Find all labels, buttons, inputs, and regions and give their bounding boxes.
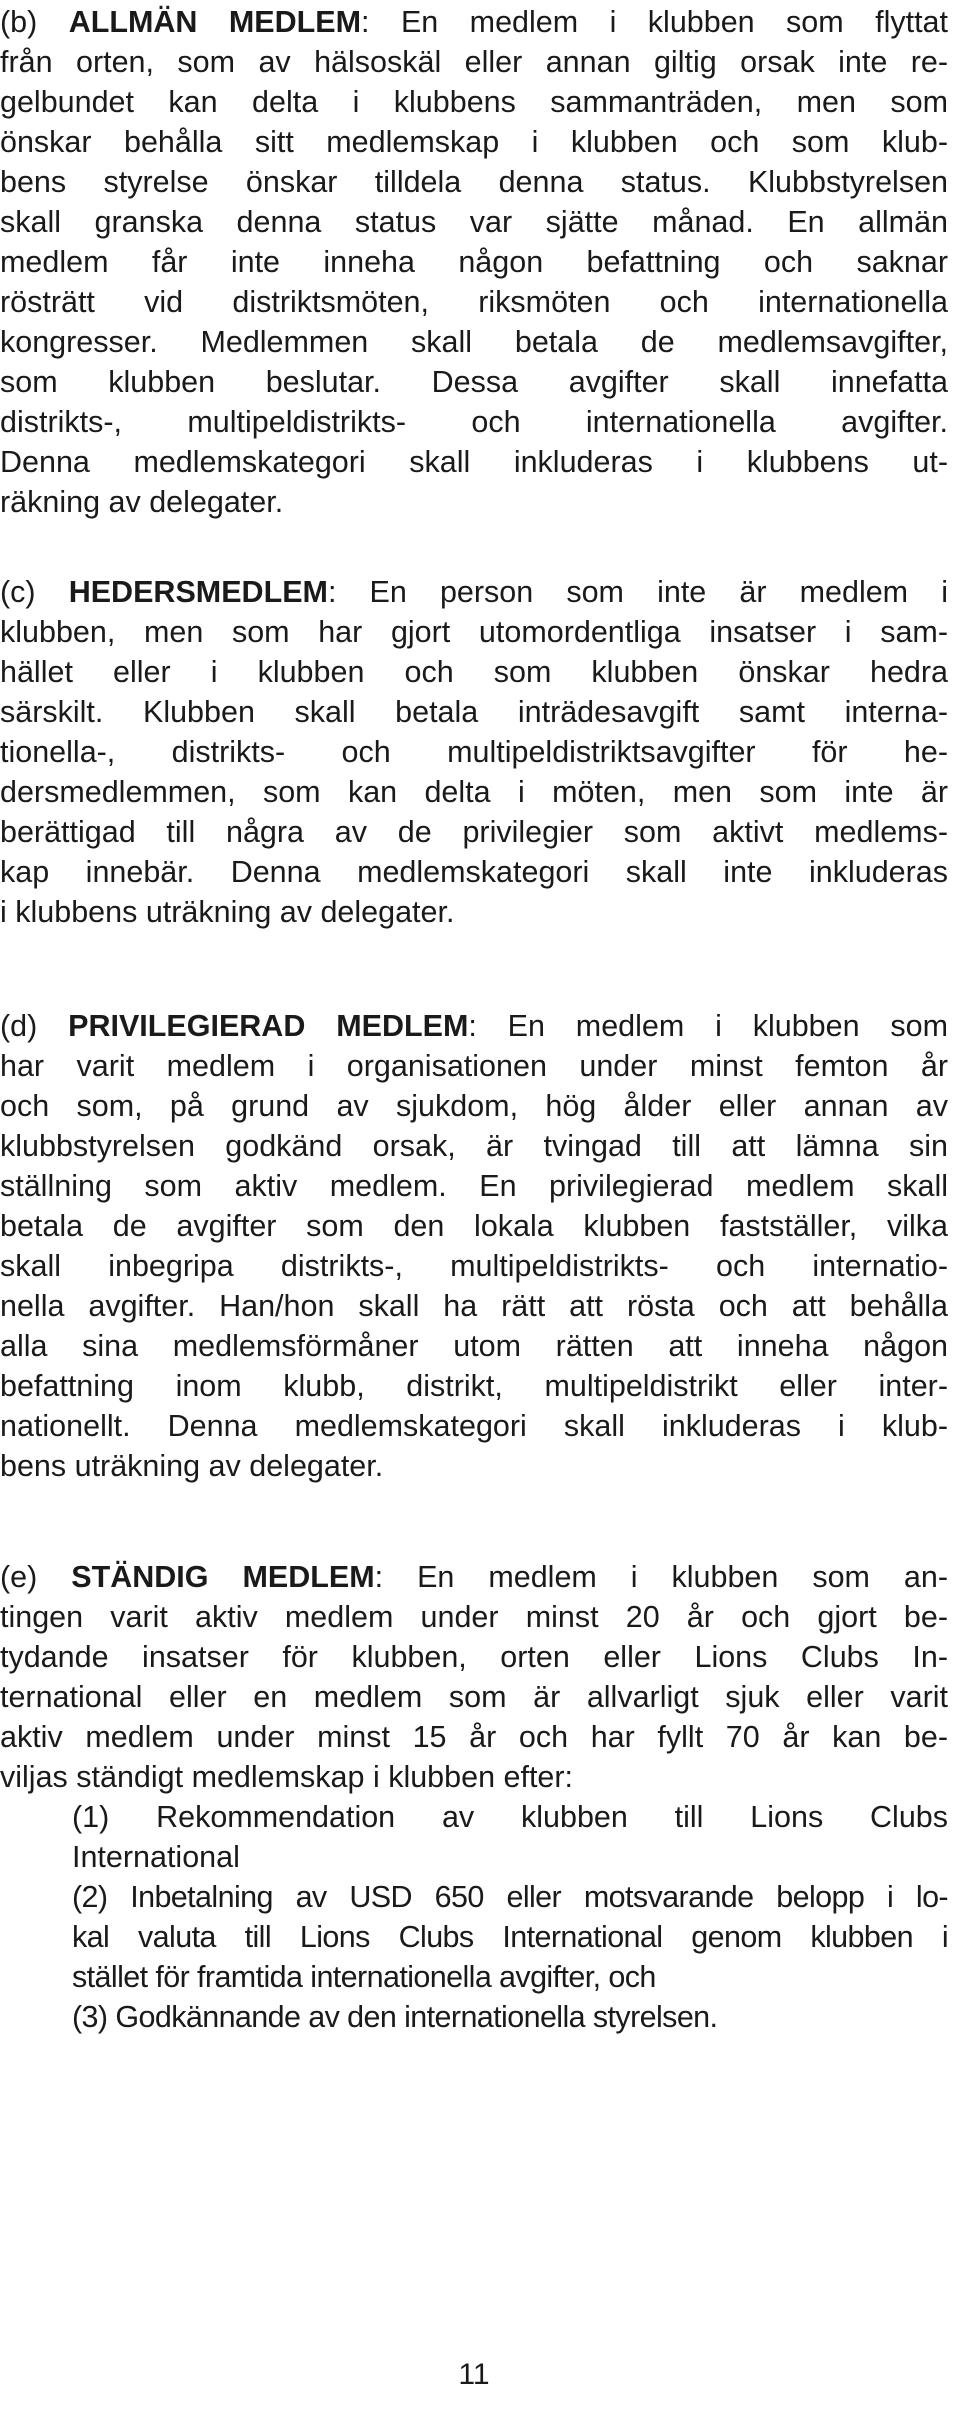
- section-d-line-7: skall inbegripa distrikts-, multipeldistrikts- och internatio-: [0, 1249, 948, 1283]
- section-c-line-3: hället eller i klubben och som klubben önskar hedra: [0, 655, 948, 689]
- section-e-item-1: [72, 1797, 948, 1877]
- term-standig-medlem: STÄNDIG MEDLEM: [71, 1560, 375, 1594]
- section-d-line-11: nationellt. Denna medlemskategori skall inkluderas i klub-: [0, 1409, 948, 1443]
- section-e-line-6: viljas ständigt medlemskap i klubben efter:: [0, 1760, 574, 1794]
- section-e-standig-medlem: [0, 1557, 948, 1797]
- section-d-line-3: och som, på grund av sjukdom, hög ålder eller annan av: [0, 1089, 948, 1123]
- section-c-line-5: tionella-, distrikts- och multipeldistriktsavgifter för he-: [0, 735, 948, 769]
- section-b-line-5: bens styrelse önskar tilldela denna status. Klubbstyrelsen: [0, 165, 948, 199]
- section-c-line-8: kap innebär. Denna medlemskategori skall inte inkluderas: [0, 855, 948, 889]
- section-e-item-1-line-2: International: [72, 1840, 240, 1874]
- term-hedersmedlem: HEDERSMEDLEM: [68, 575, 328, 609]
- section-c-line-6: dersmedlemmen, som kan delta i möten, men som inte är: [0, 775, 948, 809]
- section-d-line-1: (d) PRIVILEGIERAD MEDLEM: En medlem i klubben som: [0, 1009, 948, 1043]
- section-b-line-13: räkning av delegater.: [0, 485, 284, 519]
- section-e-item-1-line-1: (1) Rekommendation av klubben till Lions Clubs: [72, 1800, 948, 1834]
- section-d-line-6: betala de avgifter som den lokala klubben fastställer, vilka: [0, 1209, 948, 1243]
- section-e-line-1: (e) STÄNDIG MEDLEM: En medlem i klubben som an-: [0, 1560, 948, 1594]
- section-e-line-2: tingen varit aktiv medlem under minst 20 år och gjort be-: [0, 1600, 948, 1634]
- section-b-line-7: medlem får inte inneha någon befattning och saknar: [0, 245, 948, 279]
- term-allman-medlem: ALLMÄN MEDLEM: [68, 5, 362, 39]
- section-d-line-5: ställning som aktiv medlem. En privilegierad medlem skall: [0, 1169, 948, 1203]
- section-b-line-10: som klubben beslutar. Dessa avgifter skall innefatta: [0, 365, 948, 399]
- section-b-line-3: gelbundet kan delta i klubbens sammanträden, men som: [0, 85, 948, 119]
- section-c-line-9: i klubbens uträkning av delegater.: [0, 895, 455, 929]
- section-c-line-2: klubben, men som har gjort utomordentliga insatser i sam-: [0, 615, 948, 649]
- section-e-item-3: [72, 1997, 948, 2037]
- section-e-item-2-line-2: kal valuta till Lions Clubs International genom klubben i: [72, 1920, 948, 1954]
- section-e-line-4: ternational eller en medlem som är allvarligt sjuk eller varit: [0, 1680, 948, 1714]
- section-e-item-2: [72, 1877, 948, 1997]
- section-b-line-6: skall granska denna status var sjätte månad. En allmän: [0, 205, 948, 239]
- section-b-line-2: från orten, som av hälsoskäl eller annan giltig orsak inte re-: [0, 45, 948, 79]
- section-e-item-3-line-1: (3) Godkännande av den internationella styrelsen.: [72, 2000, 718, 2034]
- section-d-line-2: har varit medlem i organisationen under minst femton år: [0, 1049, 948, 1083]
- section-d-line-8: nella avgifter. Han/hon skall ha rätt att rösta och att behålla: [0, 1289, 948, 1323]
- section-c-line-4: särskilt. Klubben skall betala inträdesavgift samt interna-: [0, 695, 948, 729]
- section-e-line-5: aktiv medlem under minst 15 år och har fyllt 70 år kan be-: [0, 1720, 948, 1754]
- section-b-line-1: (b) ALLMÄN MEDLEM: En medlem i klubben som flyttat: [0, 5, 948, 39]
- section-b-allman-medlem: [0, 2, 948, 522]
- section-d-privilegierad-medlem: [0, 1006, 948, 1486]
- section-b-line-12: Denna medlemskategori skall inkluderas i klubbens ut-: [0, 445, 948, 479]
- section-b-line-11: distrikts-, multipeldistrikts- och internationella avgifter.: [0, 405, 948, 439]
- term-privilegierad-medlem: PRIVILEGIERAD MEDLEM: [68, 1009, 469, 1043]
- section-c-hedersmedlem: [0, 572, 948, 932]
- section-b-line-8: rösträtt vid distriktsmöten, riksmöten och internationella: [0, 285, 948, 319]
- section-d-line-4: klubbstyrelsen godkänd orsak, är tvingad till att lämna sin: [0, 1129, 948, 1163]
- page-number: 11: [458, 2358, 490, 2391]
- section-c-line-1: (c) HEDERSMEDLEM: En person som inte är medlem i: [0, 575, 948, 609]
- section-e-line-3: tydande insatser för klubben, orten eller Lions Clubs In-: [0, 1640, 948, 1674]
- section-b-line-9: kongresser. Medlemmen skall betala de medlemsavgifter,: [0, 325, 948, 359]
- section-c-line-7: berättigad till några av de privilegier som aktivt medlems-: [0, 815, 948, 849]
- section-b-line-4: önskar behålla sitt medlemskap i klubben och som klub-: [0, 125, 948, 159]
- section-e-item-2-line-1: (2) Inbetalning av USD 650 eller motsvarande belopp i lo-: [72, 1880, 948, 1914]
- section-d-line-12: bens uträkning av delegater.: [0, 1449, 384, 1483]
- section-d-line-9: alla sina medlemsförmåner utom rätten att inneha någon: [0, 1329, 948, 1363]
- section-d-line-10: befattning inom klubb, distrikt, multipeldistrikt eller inter-: [0, 1369, 948, 1403]
- section-e-item-2-line-3: stället för framtida internationella avgifter, och: [72, 1960, 656, 1994]
